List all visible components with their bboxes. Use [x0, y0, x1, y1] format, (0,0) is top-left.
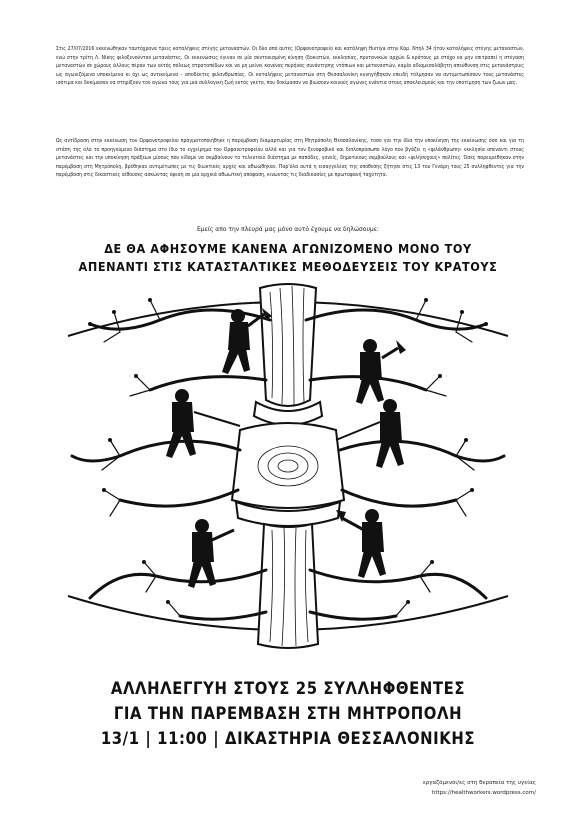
- intro-line: Εμείς απο την πλευρά μας μόνο αυτό έχουμε να δηλώσουμε:: [196, 226, 380, 233]
- figure-top-right: [356, 339, 406, 404]
- tree-illustration: [60, 280, 516, 652]
- headline-line-1: ΑΛΛΗΛΕΓΓΥΗ ΣΤΟΥΣ 25 ΣΥΛΛΗΦΘΕΝΤΕΣ: [110, 679, 466, 698]
- trunk-top: [260, 284, 316, 406]
- tree-lumberjacks-icon: [60, 280, 516, 652]
- figure-bottom-right: [336, 509, 386, 578]
- slogan: [0, 240, 576, 276]
- figure-bottom-left: [188, 519, 234, 588]
- body-paragraph-1: Στις 27/07/2016 εκκενώθηκαν ταυτόχρονα τρεις καταλήψεις στέγης μεταναστών. Οι δύο από αυτές (Ορφανοτροφείο και κατάληψη Hurriya στην Καρ. Ντηλ 34 ήταν καταλήψεις στέγης μεταναστών, ενώ στην τρίτη Λ. Νίκης φιλοξενούνταν μετανάστες. Οι εκκενώσεις έγιναν σε μία συντονισμένη κίνηση (δοκιστών, εκκλησίας, πρυτανικών αρχών & κράτους με στόχο να μην επιτραπεί η στέγαση μεταναστών σε χώρους άλλους πέραν των εκτός πόλεως στρατοπέδων και να μη μείνει κανένας πυρήνας συνάντησης ντόπιων και μεταναστών, καμία αδιαμεσολάβητη απεύθυνση στις μετανάστριες ως αγωνιζόμενα υποκείμενα κι όχι ως αντικείμενα – αποδέκτες φιλανθρωπίας. Οι καταλήψεις μεταναστών στη Θεσσαλονίκη κυνηγήθηκαν επειδή τόλμησαν να αντιμετωπίσουν τους μετανάστες ισότιμα και δοκίμασαν να στηρίξουν τον αγώνα τους για μια συλλογική ζωή εκτός γκέτο, που δοκίμασαν να βιώσουν κοινούς αγώνες ενάντια στους αποκλεισμούς και την υποτίμηση των ζωών μας.: [56, 46, 524, 87]
- footer-url-link[interactable]: https://healthworkers.wordpress.com/: [431, 790, 536, 796]
- slogan-line-2: ΑΠΕΝΑΝΤΙ ΣΤΙΣ ΚΑΤΑΣΤΑΛΤΙΚΕΣ ΜΕΘΟΔΕΥΣΕΙΣ ΤΟΥ ΚΡΑΤΟΥΣ: [78, 259, 498, 274]
- central-stump: [232, 423, 344, 508]
- solidarity-headline: [0, 676, 576, 751]
- slogan-line-1: ΔΕ ΘΑ ΑΦΗΣΟΥΜΕ ΚΑΝΕΝΑ ΑΓΩΝΙΖΟΜΕΝΟ ΜΟΝΟ ΤΟΥ: [104, 241, 472, 256]
- trunk-bottom: [258, 524, 318, 648]
- headline-line-2: ΓΙΑ ΤΗΝ ΠΑΡΕΜΒΑΣΗ ΣΤΗ ΜΗΤΡΟΠΟΛΗ: [113, 704, 463, 723]
- headline-line-3: 13/1 | 11:00 | ΔΙΚΑΣΤΗΡΙΑ ΘΕΣΣΑΛΟΝΙΚΗΣ: [100, 729, 476, 748]
- body-paragraph-2: Ως αντίδραση στην εκκένωση του Ορφανοτροφείου πραγματοποιήθηκε η παρέμβαση διαμαρτυρίας στη Μητρόπολη Θεσσαλονίκης, τόσο για την ίδια την υποκίνηση της εκκένωσης όσο και για τη στάση της όλο το προηγούμενο διάστημα στο ίδιο το εγχείρημα του Ορφανοτροφείου αλλά και για τον ξενοφοβικό και διπλοπρόσωπο λόγο που βγάζει η «φιλάνθρωπη» εκκλησία απέναντι στους μετανάστες και την υποκίνηση πράξεων μίσους που είδαμε να συμβαίνουν το τελευταίο διάστημα με παπάδες, γονείς, δημοτικούς συμβούλους και «φιλήσυχους» πολίτες. Όσες παρευρέθηκαν στην παρέμβαση στη Μητρόπολη, βρέθηκαν αντιμέτωπες με τις διωκτικές αρχές και αθωώθηκαν. Παρ'όλα αυτά η εισαγγελέας της υπόθεσης ζήτησε στις 13 του Γενάρη τους 25 συλληφθέντες για την παρέμβαση στις δικαστικές αίθουσες ασκώντας έφεση σε μια αρχικά αθωωτική απόφαση, κινώντας τις διαδικασίες με πρωτοφανή ταχύτητα.: [56, 138, 524, 179]
- footer: [423, 778, 536, 798]
- footer-group: εργαζόμενοι/ες στη θεραπεία της υγείας: [422, 780, 536, 786]
- figure-right-saw: [336, 399, 404, 468]
